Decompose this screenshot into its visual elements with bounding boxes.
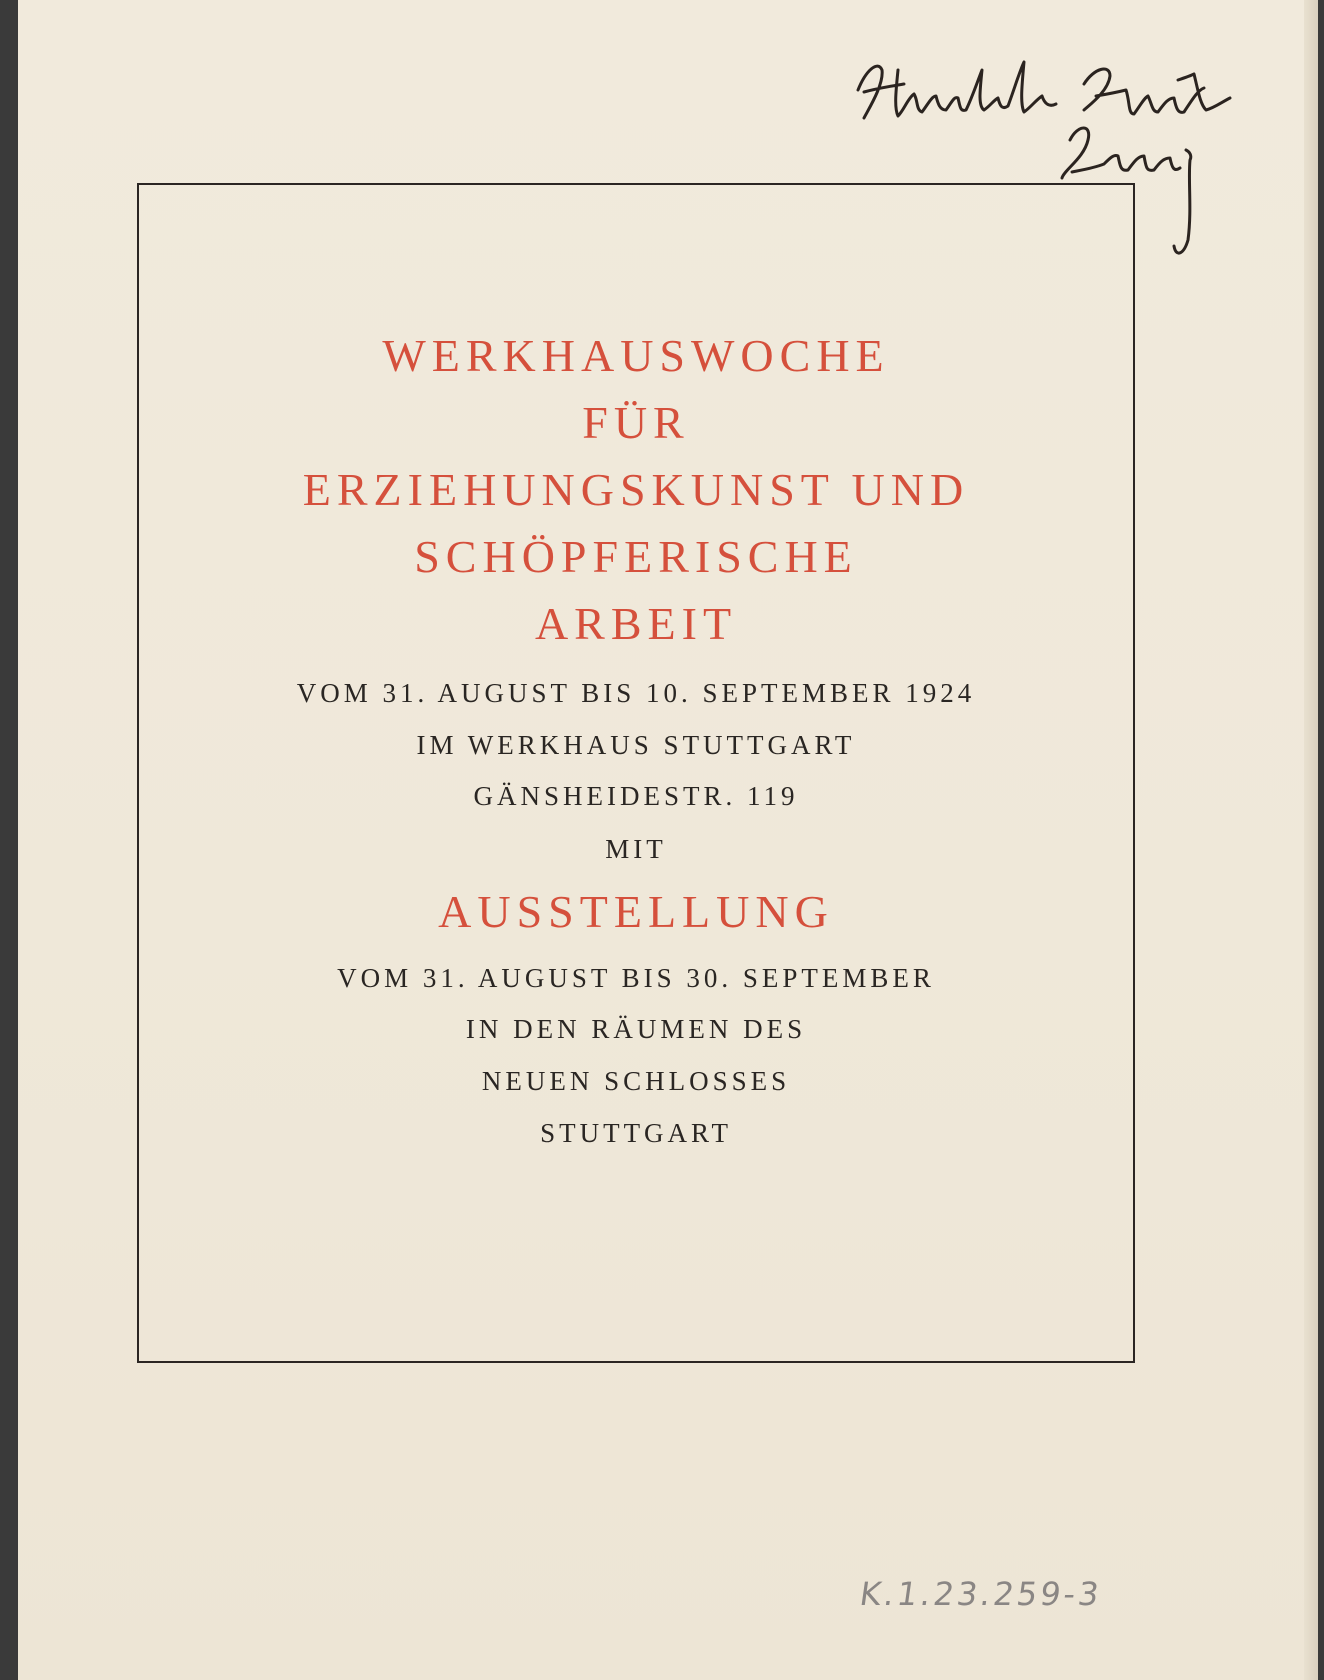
exhibition-dates: VOM 31. AUGUST BIS 30. SEPTEMBER [337, 963, 935, 993]
location-line-2: NEUEN SCHLOSSES [481, 1066, 791, 1096]
event-venue: IM WERKHAUS STUTTGART [416, 730, 856, 760]
exhibition-heading: AUSSTELLUNG [438, 886, 834, 937]
title-line-2: FÜR [582, 397, 690, 448]
title-line-1: WERKHAUSWOCHE [382, 330, 890, 381]
archive-number: K.1.23.259-3 [857, 1575, 1105, 1613]
location-line-1: IN DEN RÄUMEN DES [465, 1014, 807, 1044]
event-address: GÄNSHEIDESTR. 119 [473, 781, 799, 811]
title-line-4: SCHÖPFERISCHE [414, 531, 858, 582]
conjunction-mit: MIT [605, 834, 667, 864]
location-line-3: STUTTGART [540, 1118, 732, 1148]
handwritten-signature [848, 40, 1288, 280]
event-dates: VOM 31. AUGUST BIS 10. SEPTEMBER 1924 [296, 678, 976, 708]
sheet-edge [1304, 0, 1318, 1680]
title-line-5: ARBEIT [534, 598, 738, 649]
title-line-3: ERZIEHUNGSKUNST UND [302, 464, 970, 515]
paper-sheet [18, 0, 1318, 1680]
